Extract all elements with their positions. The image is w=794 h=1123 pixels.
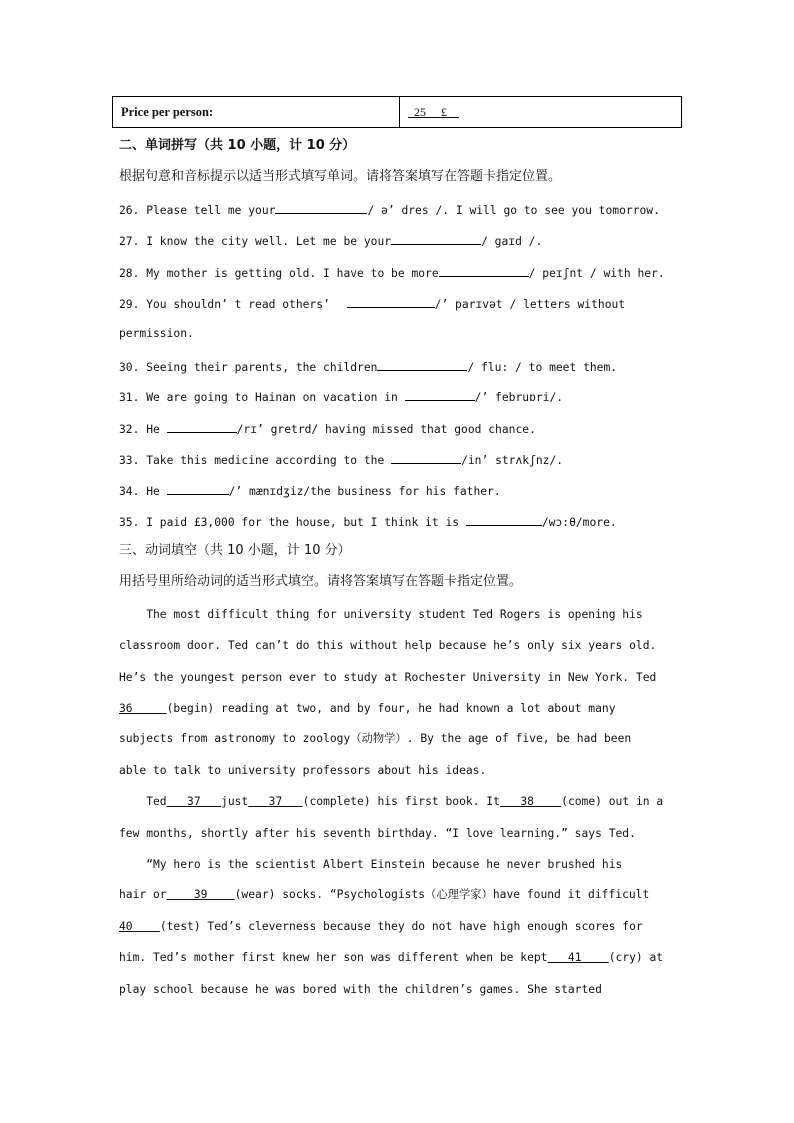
blank-36[interactable]: 36 xyxy=(119,702,167,715)
q27-text: 27. I know the city well. Let me be your xyxy=(119,235,392,248)
q35-phonetic: /wɔ:θ/more. xyxy=(541,516,617,529)
p3-text-b: (wear) socks. “Psychologists（心理学家）have found it difficult xyxy=(234,888,650,901)
q26-blank[interactable] xyxy=(275,201,367,214)
q28-phonetic: / peɪʃnt / with her. xyxy=(528,267,665,280)
q26-text: 26. Please tell me your xyxy=(119,204,276,217)
blank-39[interactable]: 39 xyxy=(166,888,235,901)
passage-line-4-text: (begin) reading at two, and by four, he had known a lot about many xyxy=(166,702,616,715)
question-34 xyxy=(119,482,501,500)
section-3-instruction: 用括号里所给动词的适当形式填空。请将答案填写在答题卡指定位置。 xyxy=(119,574,523,589)
q32-blank[interactable] xyxy=(167,420,237,433)
q29-phonetic: /’ parɪvət / letters without xyxy=(434,298,626,311)
q28-text: 28. My mother is getting old. I have to be more xyxy=(119,267,439,280)
q29-text: 29. You shouldn’ t read others’ xyxy=(119,298,337,311)
question-31 xyxy=(119,388,563,406)
section-2-heading: 二、单词拼写（共 10 小题，计 10 分） xyxy=(119,138,356,153)
q29-blank[interactable] xyxy=(347,295,435,308)
q34-text: 34. He xyxy=(119,485,167,498)
q31-phonetic: /’ februɒri/. xyxy=(474,391,564,404)
p2-text-d: (come) out in a xyxy=(561,795,664,808)
question-33 xyxy=(119,451,563,469)
question-32 xyxy=(119,420,536,438)
price-label: Price per person: xyxy=(113,97,400,128)
question-27 xyxy=(119,232,542,250)
passage-line-9: “My hero is the scientist Albert Einstein because he never brushed his xyxy=(119,858,623,871)
q31-blank[interactable] xyxy=(405,388,475,401)
price-value: 25 £ xyxy=(408,104,459,119)
question-30 xyxy=(119,358,617,376)
p2-text-c: (complete) his first book. It xyxy=(302,795,500,808)
passage-line-12 xyxy=(119,950,663,966)
q32-phonetic: /rɪ’ gretrd/ having missed that good chance. xyxy=(236,423,536,436)
passage-line-3: He’s the youngest person ever to study at Rochester University in New York. Ted xyxy=(119,671,657,684)
blank-38[interactable]: 38 xyxy=(499,795,562,808)
section-2-instruction: 根据句意和音标提示以适当形式填写单词。请将答案填写在答题卡指定位置。 xyxy=(119,169,562,184)
q26-phonetic: / ə’ dres /. I will go to see you tomorrow. xyxy=(367,204,660,217)
q33-phonetic: /in’ strʌkʃnz/. xyxy=(461,454,564,467)
blank-37b[interactable]: 37 xyxy=(248,795,303,808)
q30-text: 30. Seeing their parents, the children xyxy=(119,361,378,374)
p2-text-a: Ted xyxy=(119,795,167,808)
question-35 xyxy=(119,513,617,531)
section-3-heading: 三、动词填空（共 10 小题，计 10 分） xyxy=(119,543,351,558)
q30-phonetic: / flu: / to meet them. xyxy=(467,361,618,374)
question-29 xyxy=(119,295,625,313)
price-table xyxy=(112,96,682,128)
passage-line-11 xyxy=(119,919,643,935)
question-28 xyxy=(119,264,665,282)
q30-blank[interactable] xyxy=(377,358,467,371)
q35-blank[interactable] xyxy=(466,513,542,526)
p3-text-a: hair or xyxy=(119,888,167,901)
q27-phonetic: / gaɪd /. xyxy=(481,235,543,248)
blank-37a[interactable]: 37 xyxy=(166,795,222,808)
q31-text: 31. We are going to Hainan on vacation in xyxy=(119,391,405,404)
p3-text-c: (test) Ted’s cleverness because they do not have high enough scores for xyxy=(159,920,643,933)
passage-line-5: subjects from astronomy to zoology（动物学）. By the age of five, be had been xyxy=(119,732,632,745)
blank-40[interactable]: 40 xyxy=(119,920,160,933)
q33-blank[interactable] xyxy=(391,451,461,464)
passage-line-7 xyxy=(119,794,663,810)
passage-line-4 xyxy=(119,701,616,717)
q28-blank[interactable] xyxy=(439,264,529,277)
question-29-cont: permission. xyxy=(119,327,194,340)
price-value-cell xyxy=(400,97,682,128)
p3-text-e: (cry) at xyxy=(608,951,664,964)
q35-text: 35. I paid £3,000 for the house, but I think it is xyxy=(119,516,466,529)
passage-line-6: able to talk to university professors about his ideas. xyxy=(119,764,487,777)
q34-blank[interactable] xyxy=(167,482,229,495)
p3-text-d: him. Ted’s mother first knew her son was different when be kept xyxy=(119,951,548,964)
p2-text-b: just xyxy=(221,795,249,808)
passage-line-1: The most difficult thing for university student Ted Rogers is opening his xyxy=(119,608,643,621)
passage-line-10 xyxy=(119,887,649,903)
blank-41[interactable]: 41 xyxy=(547,951,609,964)
question-26 xyxy=(119,201,660,219)
q27-blank[interactable] xyxy=(391,232,481,245)
q32-text: 32. He xyxy=(119,423,167,436)
passage-line-2: classroom door. Ted can’t do this without help because he’s only six years old. xyxy=(119,639,657,652)
q33-text: 33. Take this medicine according to the xyxy=(119,454,392,467)
q34-phonetic: /’ mænɪdʒiz/the business for his father. xyxy=(228,485,501,498)
passage-line-13: play school because he was bored with the children’s games. She started xyxy=(119,983,602,996)
passage-line-8: few months, shortly after his seventh birthday. “I love learning.” says Ted. xyxy=(119,827,636,840)
